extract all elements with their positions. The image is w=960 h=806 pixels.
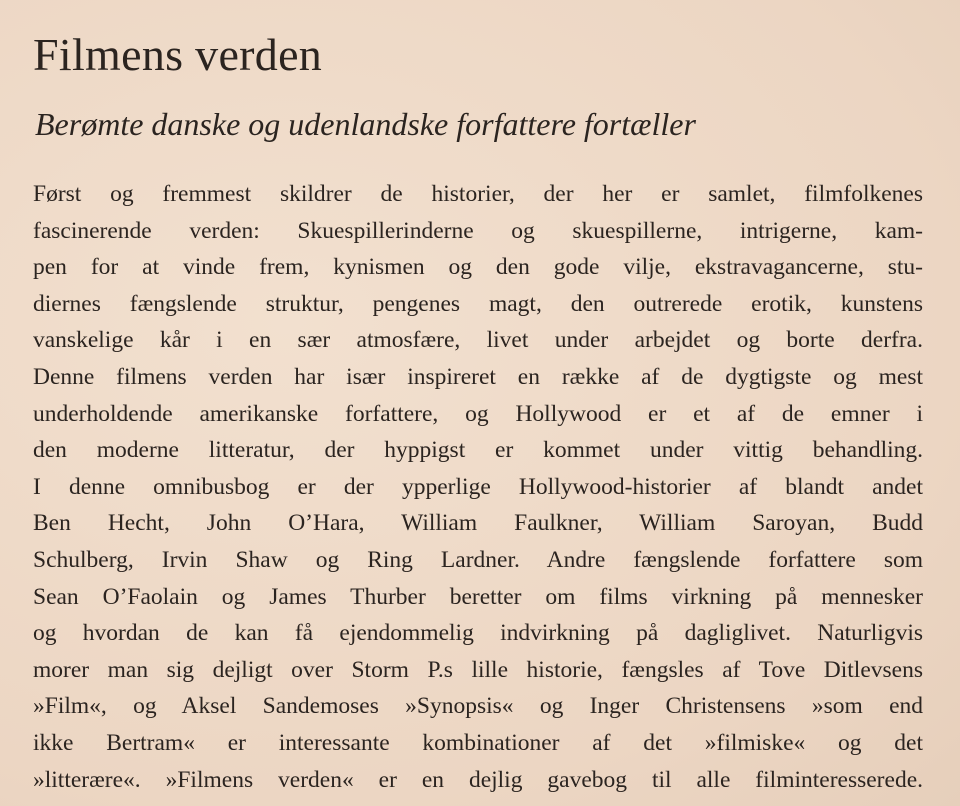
- book-title: Filmens verden: [33, 29, 323, 80]
- blurb-line: diernes fængslende struktur, pengenes magt, den outrerede erotik, kunstens: [33, 290, 923, 317]
- blurb-line: Ben Hecht, John O’Hara, William Faulkner, William Saroyan, Budd: [33, 510, 923, 537]
- blurb-line: underholdende amerikanske forfattere, og Hollywood er et af de emner i: [33, 400, 923, 427]
- blurb-line: morer man sig dejligt over Storm P.s lille historie, fængsles af Tove Ditlevsens: [33, 656, 923, 683]
- blurb-line: Sean O’Faolain og James Thurber beretter om films virkning på mennesker: [33, 583, 923, 610]
- blurb-line: og hvordan de kan få ejendommelig indvirkning på dagliglivet. Naturligvis: [33, 620, 923, 647]
- blurb-line: Først og fremmest skildrer de historier, der her er samlet, filmfolkenes: [33, 181, 923, 207]
- blurb-line: Schulberg, Irvin Shaw og Ring Lardner. Andre fængslende forfattere som: [33, 546, 923, 573]
- blurb-line: Denne filmens verden har især inspireret en række af de dygtigste og mest: [33, 363, 923, 390]
- blurb-line: »litterære«. »Filmens verden« er en dejlig gavebog til alle filminteresserede.: [33, 766, 923, 793]
- blurb-text: [33, 176, 923, 798]
- blurb-line: »Film«, og Aksel Sandemoses »Synopsis« og Inger Christensens »som end: [33, 693, 923, 720]
- blurb-line: vanskelige kår i en sær atmosfære, livet under arbejdet og borte derfra.: [33, 327, 923, 354]
- blurb-line: I denne omnibusbog er der ypperlige Hollywood-historier af blandt andet: [33, 473, 923, 500]
- blurb-line: fascinerende verden: Skuespillerinderne og skuespillerne, intrigerne, kam-: [33, 217, 923, 244]
- blurb-line: den moderne litteratur, der hyppigst er kommet under vittig behandling.: [33, 437, 923, 464]
- blurb-line: ikke Bertram« er interessante kombinationer af det »filmiske« og det: [33, 729, 923, 756]
- book-subtitle: Berømte danske og udenlandske forfattere fortæller: [35, 106, 696, 142]
- blurb-line: pen for at vinde frem, kynismen og den gode vilje, ekstravagancerne, stu-: [33, 254, 923, 281]
